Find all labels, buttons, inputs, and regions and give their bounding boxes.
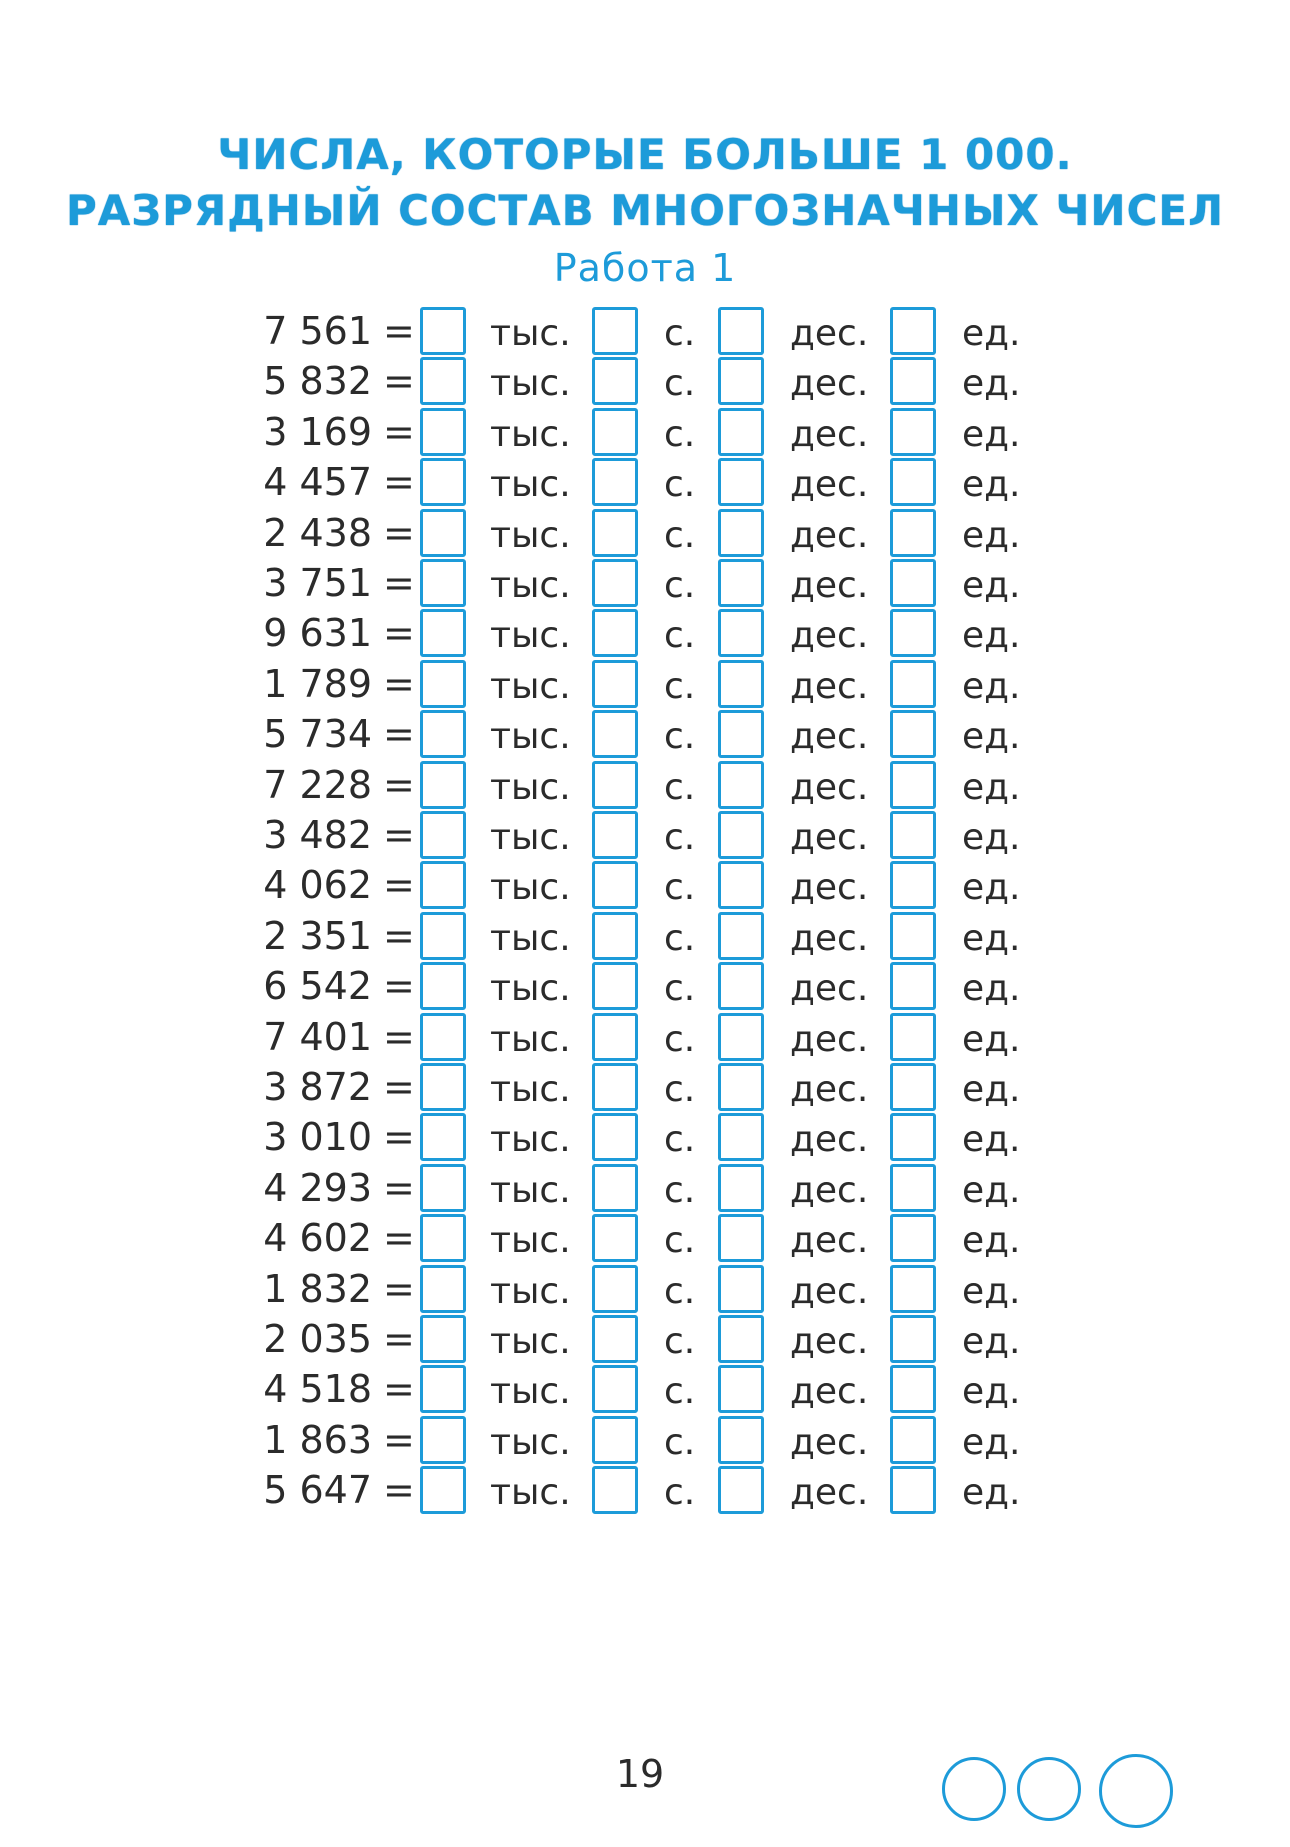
hundreds-label: с. — [664, 1069, 696, 1110]
tens-label: дес. — [790, 1271, 869, 1312]
thousands-answer-box[interactable] — [420, 861, 466, 909]
thousands-answer-box[interactable] — [420, 559, 466, 607]
units-label: ед. — [962, 565, 1021, 606]
hundreds-answer-box[interactable] — [592, 1466, 638, 1514]
thousands-answer-box[interactable] — [420, 1113, 466, 1161]
hundreds-answer-box[interactable] — [592, 609, 638, 657]
thousands-answer-box[interactable] — [420, 1214, 466, 1262]
number-value: 4 602 — [263, 1216, 372, 1260]
equals-sign: = — [383, 964, 415, 1008]
equals-sign: = — [383, 813, 415, 857]
units-label: ед. — [962, 1170, 1021, 1211]
units-answer-box[interactable] — [890, 1063, 936, 1111]
page-title-line-2: РАЗРЯДНЫЙ СОСТАВ МНОГОЗНАЧНЫХ ЧИСЕЛ — [66, 186, 1224, 235]
units-answer-box[interactable] — [890, 1466, 936, 1514]
tens-answer-box[interactable] — [718, 559, 764, 607]
units-answer-box[interactable] — [890, 559, 936, 607]
number-value: 3 751 — [263, 561, 372, 605]
hundreds-label: с. — [664, 666, 696, 707]
equals-sign: = — [383, 359, 415, 403]
number-value: 9 631 — [263, 611, 372, 655]
tens-label: дес. — [790, 1220, 869, 1261]
thousands-answer-box[interactable] — [420, 1365, 466, 1413]
units-answer-box[interactable] — [890, 1013, 936, 1061]
score-circle-2 — [1017, 1757, 1081, 1821]
hundreds-answer-box[interactable] — [592, 710, 638, 758]
tens-answer-box[interactable] — [718, 1416, 764, 1464]
number-value: 2 351 — [263, 914, 372, 958]
number-value: 3 169 — [263, 410, 372, 454]
equals-sign: = — [383, 1166, 415, 1210]
thousands-label: тыс. — [490, 565, 571, 606]
thousands-answer-box[interactable] — [420, 962, 466, 1010]
units-label: ед. — [962, 867, 1021, 908]
equals-sign: = — [383, 410, 415, 454]
units-answer-box[interactable] — [890, 912, 936, 960]
tens-answer-box[interactable] — [718, 1113, 764, 1161]
thousands-answer-box[interactable] — [420, 1315, 466, 1363]
thousands-label: тыс. — [490, 313, 571, 354]
units-answer-box[interactable] — [890, 609, 936, 657]
equals-sign: = — [383, 309, 415, 353]
tens-answer-box[interactable] — [718, 1063, 764, 1111]
units-label: ед. — [962, 1371, 1021, 1412]
number-value: 1 832 — [263, 1267, 372, 1311]
units-label: ед. — [962, 1271, 1021, 1312]
units-answer-box[interactable] — [890, 861, 936, 909]
units-answer-box[interactable] — [890, 509, 936, 557]
units-answer-box[interactable] — [890, 761, 936, 809]
tens-label: дес. — [790, 515, 869, 556]
page-title-line-1: ЧИСЛА, КОТОРЫЕ БОЛЬШЕ 1 000. — [217, 130, 1073, 179]
number-value: 5 734 — [263, 712, 372, 756]
number-value: 4 457 — [263, 460, 372, 504]
units-label: ед. — [962, 363, 1021, 404]
tens-answer-box[interactable] — [718, 1265, 764, 1313]
thousands-label: тыс. — [490, 1220, 571, 1261]
hundreds-label: с. — [664, 414, 696, 455]
thousands-answer-box[interactable] — [420, 710, 466, 758]
hundreds-label: с. — [664, 1472, 696, 1513]
units-answer-box[interactable] — [890, 962, 936, 1010]
thousands-label: тыс. — [490, 1170, 571, 1211]
thousands-label: тыс. — [490, 515, 571, 556]
tens-label: дес. — [790, 615, 869, 656]
number-value: 7 228 — [263, 763, 372, 807]
tens-answer-box[interactable] — [718, 357, 764, 405]
tens-answer-box[interactable] — [718, 1466, 764, 1514]
tens-label: дес. — [790, 767, 869, 808]
number-value: 7 561 — [263, 309, 372, 353]
units-label: ед. — [962, 515, 1021, 556]
hundreds-label: с. — [664, 313, 696, 354]
number-value: 1 863 — [263, 1418, 372, 1462]
tens-answer-box[interactable] — [718, 1013, 764, 1061]
hundreds-answer-box[interactable] — [592, 1013, 638, 1061]
tens-label: дес. — [790, 1321, 869, 1362]
number-value: 7 401 — [263, 1015, 372, 1059]
tens-answer-box[interactable] — [718, 1365, 764, 1413]
hundreds-label: с. — [664, 968, 696, 1009]
exercise-row — [0, 1464, 1290, 1523]
tens-label: дес. — [790, 565, 869, 606]
thousands-label: тыс. — [490, 1271, 571, 1312]
hundreds-label: с. — [664, 716, 696, 757]
units-answer-box[interactable] — [890, 1214, 936, 1262]
units-label: ед. — [962, 666, 1021, 707]
units-answer-box[interactable] — [890, 458, 936, 506]
tens-answer-box[interactable] — [718, 912, 764, 960]
hundreds-answer-box[interactable] — [592, 861, 638, 909]
units-label: ед. — [962, 1119, 1021, 1160]
units-answer-box[interactable] — [890, 1164, 936, 1212]
units-answer-box[interactable] — [890, 710, 936, 758]
number-value: 4 062 — [263, 863, 372, 907]
tens-answer-box[interactable] — [718, 761, 764, 809]
tens-label: дес. — [790, 363, 869, 404]
tens-label: дес. — [790, 716, 869, 757]
equals-sign: = — [383, 712, 415, 756]
tens-answer-box[interactable] — [718, 509, 764, 557]
hundreds-answer-box[interactable] — [592, 1265, 638, 1313]
hundreds-label: с. — [664, 515, 696, 556]
tens-answer-box[interactable] — [718, 609, 764, 657]
hundreds-label: с. — [664, 918, 696, 959]
equals-sign: = — [383, 763, 415, 807]
equals-sign: = — [383, 460, 415, 504]
thousands-answer-box[interactable] — [420, 1013, 466, 1061]
units-label: ед. — [962, 1069, 1021, 1110]
number-value: 4 518 — [263, 1367, 372, 1411]
thousands-label: тыс. — [490, 817, 571, 858]
hundreds-answer-box[interactable] — [592, 1416, 638, 1464]
equals-sign: = — [383, 1418, 415, 1462]
hundreds-label: с. — [664, 565, 696, 606]
equals-sign: = — [383, 1317, 415, 1361]
hundreds-answer-box[interactable] — [592, 1164, 638, 1212]
hundreds-label: с. — [664, 1422, 696, 1463]
units-answer-box[interactable] — [890, 1315, 936, 1363]
number-value: 4 293 — [263, 1166, 372, 1210]
tens-answer-box[interactable] — [718, 962, 764, 1010]
number-value: 3 482 — [263, 813, 372, 857]
score-circle-1 — [942, 1757, 1006, 1821]
thousands-label: тыс. — [490, 867, 571, 908]
equals-sign: = — [383, 1267, 415, 1311]
hundreds-label: с. — [664, 867, 696, 908]
units-label: ед. — [962, 1472, 1021, 1513]
thousands-answer-box[interactable] — [420, 408, 466, 456]
thousands-answer-box[interactable] — [420, 1063, 466, 1111]
hundreds-label: с. — [664, 1220, 696, 1261]
units-label: ед. — [962, 414, 1021, 455]
tens-answer-box[interactable] — [718, 458, 764, 506]
tens-label: дес. — [790, 817, 869, 858]
units-label: ед. — [962, 817, 1021, 858]
tens-label: дес. — [790, 666, 869, 707]
equals-sign: = — [383, 1015, 415, 1059]
hundreds-answer-box[interactable] — [592, 408, 638, 456]
page-number: 19 — [615, 1752, 665, 1796]
thousands-label: тыс. — [490, 363, 571, 404]
hundreds-label: с. — [664, 767, 696, 808]
thousands-answer-box[interactable] — [420, 1265, 466, 1313]
hundreds-label: с. — [664, 1019, 696, 1060]
tens-label: дес. — [790, 313, 869, 354]
equals-sign: = — [383, 511, 415, 555]
thousands-label: тыс. — [490, 918, 571, 959]
tens-label: дес. — [790, 1472, 869, 1513]
equals-sign: = — [383, 611, 415, 655]
tens-answer-box[interactable] — [718, 1164, 764, 1212]
hundreds-label: с. — [664, 464, 696, 505]
units-answer-box[interactable] — [890, 1416, 936, 1464]
units-label: ед. — [962, 716, 1021, 757]
hundreds-answer-box[interactable] — [592, 1063, 638, 1111]
tens-label: дес. — [790, 1422, 869, 1463]
hundreds-answer-box[interactable] — [592, 1214, 638, 1262]
equals-sign: = — [383, 1367, 415, 1411]
tens-label: дес. — [790, 1019, 869, 1060]
units-label: ед. — [962, 615, 1021, 656]
thousands-answer-box[interactable] — [420, 1466, 466, 1514]
tens-label: дес. — [790, 968, 869, 1009]
hundreds-answer-box[interactable] — [592, 912, 638, 960]
units-answer-box[interactable] — [890, 1265, 936, 1313]
tens-answer-box[interactable] — [718, 307, 764, 355]
thousands-answer-box[interactable] — [420, 307, 466, 355]
tens-answer-box[interactable] — [718, 660, 764, 708]
thousands-answer-box[interactable] — [420, 609, 466, 657]
hundreds-answer-box[interactable] — [592, 962, 638, 1010]
tens-label: дес. — [790, 414, 869, 455]
hundreds-label: с. — [664, 615, 696, 656]
number-value: 2 035 — [263, 1317, 372, 1361]
units-label: ед. — [962, 464, 1021, 505]
hundreds-label: с. — [664, 1119, 696, 1160]
equals-sign: = — [383, 561, 415, 605]
hundreds-answer-box[interactable] — [592, 811, 638, 859]
tens-label: дес. — [790, 464, 869, 505]
units-answer-box[interactable] — [890, 357, 936, 405]
hundreds-answer-box[interactable] — [592, 761, 638, 809]
hundreds-answer-box[interactable] — [592, 1365, 638, 1413]
thousands-answer-box[interactable] — [420, 811, 466, 859]
tens-answer-box[interactable] — [718, 408, 764, 456]
hundreds-label: с. — [664, 363, 696, 404]
hundreds-answer-box[interactable] — [592, 559, 638, 607]
units-label: ед. — [962, 1321, 1021, 1362]
tens-label: дес. — [790, 1119, 869, 1160]
thousands-answer-box[interactable] — [420, 912, 466, 960]
units-answer-box[interactable] — [890, 408, 936, 456]
hundreds-label: с. — [664, 1170, 696, 1211]
tens-label: дес. — [790, 1371, 869, 1412]
equals-sign: = — [383, 914, 415, 958]
units-label: ед. — [962, 1220, 1021, 1261]
thousands-answer-box[interactable] — [420, 458, 466, 506]
tens-label: дес. — [790, 1069, 869, 1110]
thousands-label: тыс. — [490, 1069, 571, 1110]
score-circle-3 — [1099, 1754, 1173, 1828]
thousands-answer-box[interactable] — [420, 660, 466, 708]
equals-sign: = — [383, 1065, 415, 1109]
hundreds-label: с. — [664, 817, 696, 858]
number-value: 2 438 — [263, 511, 372, 555]
units-answer-box[interactable] — [890, 307, 936, 355]
units-label: ед. — [962, 1422, 1021, 1463]
units-answer-box[interactable] — [890, 811, 936, 859]
tens-answer-box[interactable] — [718, 710, 764, 758]
units-answer-box[interactable] — [890, 660, 936, 708]
number-value: 3 872 — [263, 1065, 372, 1109]
thousands-label: тыс. — [490, 1019, 571, 1060]
equals-sign: = — [383, 1468, 415, 1512]
thousands-label: тыс. — [490, 716, 571, 757]
number-value: 5 832 — [263, 359, 372, 403]
thousands-label: тыс. — [490, 1472, 571, 1513]
work-subtitle: Работа 1 — [553, 246, 737, 290]
tens-answer-box[interactable] — [718, 861, 764, 909]
equals-sign: = — [383, 863, 415, 907]
units-label: ед. — [962, 918, 1021, 959]
tens-answer-box[interactable] — [718, 1214, 764, 1262]
thousands-label: тыс. — [490, 414, 571, 455]
number-value: 6 542 — [263, 964, 372, 1008]
hundreds-answer-box[interactable] — [592, 1113, 638, 1161]
thousands-label: тыс. — [490, 1119, 571, 1160]
hundreds-label: с. — [664, 1371, 696, 1412]
thousands-label: тыс. — [490, 767, 571, 808]
thousands-label: тыс. — [490, 1422, 571, 1463]
hundreds-answer-box[interactable] — [592, 660, 638, 708]
units-answer-box[interactable] — [890, 1113, 936, 1161]
number-value: 1 789 — [263, 662, 372, 706]
thousands-label: тыс. — [490, 615, 571, 656]
tens-label: дес. — [790, 918, 869, 959]
tens-answer-box[interactable] — [718, 1315, 764, 1363]
thousands-label: тыс. — [490, 1321, 571, 1362]
thousands-label: тыс. — [490, 464, 571, 505]
hundreds-answer-box[interactable] — [592, 458, 638, 506]
thousands-answer-box[interactable] — [420, 1416, 466, 1464]
tens-answer-box[interactable] — [718, 811, 764, 859]
thousands-answer-box[interactable] — [420, 761, 466, 809]
hundreds-label: с. — [664, 1321, 696, 1362]
equals-sign: = — [383, 1216, 415, 1260]
tens-label: дес. — [790, 867, 869, 908]
thousands-answer-box[interactable] — [420, 1164, 466, 1212]
number-value: 3 010 — [263, 1115, 372, 1159]
thousands-label: тыс. — [490, 1371, 571, 1412]
thousands-answer-box[interactable] — [420, 509, 466, 557]
thousands-label: тыс. — [490, 666, 571, 707]
equals-sign: = — [383, 1115, 415, 1159]
units-answer-box[interactable] — [890, 1365, 936, 1413]
hundreds-answer-box[interactable] — [592, 307, 638, 355]
thousands-label: тыс. — [490, 968, 571, 1009]
hundreds-answer-box[interactable] — [592, 1315, 638, 1363]
thousands-answer-box[interactable] — [420, 357, 466, 405]
equals-sign: = — [383, 662, 415, 706]
hundreds-answer-box[interactable] — [592, 357, 638, 405]
units-label: ед. — [962, 767, 1021, 808]
units-label: ед. — [962, 1019, 1021, 1060]
hundreds-answer-box[interactable] — [592, 509, 638, 557]
hundreds-label: с. — [664, 1271, 696, 1312]
units-label: ед. — [962, 968, 1021, 1009]
number-value: 5 647 — [263, 1468, 372, 1512]
tens-label: дес. — [790, 1170, 869, 1211]
units-label: ед. — [962, 313, 1021, 354]
